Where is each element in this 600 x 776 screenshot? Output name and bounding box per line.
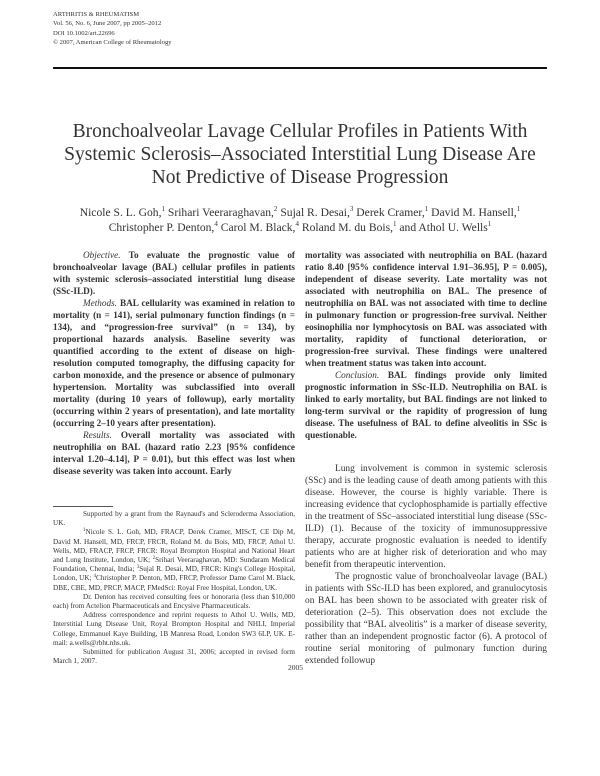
article-title: Bronchoalveolar Lavage Cellular Profiles in Patients With Systemic Sclerosis–Associated Interstitial Lung Disease Are Not Predictive of Disease Progression: [64, 121, 536, 188]
author: Derek Cramer,$^1$: [356, 205, 429, 219]
affiliations-note: $^1$Nicole S. L. Goh, MD, FRACP, Derek Cramer, MIScT, CE Dip M, David M. Hansell, MD, FRCP, FRCR, Roland M. du Bois, MD, FRCP, Athol U. Wells, MD, FRACP, FRCP, FRCR: Royal Brompton Hospital and National Heart and Lung Institute, London, UK; $^2$Srihari Veeraraghavan, MD: Sundaram Medical Foundation, Chennai, India; $^3$Sujal R. Desai, MD, FRCR: King's College Hospital, London, UK; $^4$Christopher P. Denton, MD, FRCP, Professor Dame Carol M. Black, DBE, CBE, MD, PRCP, MACP, FMedSci: Royal Free Hospital, London, UK.: [53, 528, 296, 592]
footnotes: [53, 510, 295, 666]
doi: DOI 10.1002/art.22696: [53, 29, 115, 37]
author: and Athol U. Wells$^1$: [399, 220, 492, 234]
journal-volume: Vol. 56, No. 6, June 2007, pp 2005–2012: [53, 20, 162, 28]
author: Sujal R. Desai,$^3$: [280, 205, 354, 219]
disclosure-note: Dr. Denton has received consulting fees or honoraria (less than $10,000 each) from Actelion Pharmaceuticals and Encysive Pharmaceuticals.: [53, 592, 295, 611]
author: Nicole S. L. Goh,$^1$: [79, 205, 165, 219]
body-text: [305, 463, 547, 667]
funding-note: Supported by a grant from the Raynaud's and Scleroderma Association, UK.: [53, 510, 295, 528]
header-rule: [53, 67, 547, 69]
author: David M. Hansell,$^1$: [431, 205, 521, 219]
abstract-left: [53, 249, 295, 477]
submission-note: Submitted for publication August 31, 2006; accepted in revised form March 1, 2007.: [53, 648, 295, 666]
author: Carol M. Black,$^4$: [220, 220, 299, 234]
correspondence-note: Address correspondence and reprint requests to Athol U. Wells, MD, Interstitial Lung Disease Unit, Royal Brompton Hospital and NHLI, Imperial College, Emmanuel Kaye Building, 1B Manresa Road, London SW3 6LP, UK. E-mail: a.wells@rbht.nhs.uk.: [53, 611, 295, 647]
author-list: [45, 205, 555, 235]
abstract-conclusion: Conclusion. BAL findings provide only limited prognostic information in SSc-ILD. Neutrophilia on BAL is linked to early mortality, but BAL findings are not linked to long-term survival or the rapidity of progression of lung disease. The usefulness of BAL to define alveolitis in SSc is questionable.: [305, 370, 547, 440]
author: Srihari Veeraraghavan,$^2$: [167, 205, 278, 219]
journal-header: [53, 10, 172, 47]
footnote-rule: [53, 506, 113, 507]
abstract-results-continued: mortality was associated with neutrophilia on BAL (hazard ratio 8.40 [95% confidence interval 1.91–36.95], P = 0.005), independent of disease severity. Late mortality was not associated with neutrophilia on BAL. The presence of neutrophilia on BAL was not associated with time to decline in pulmonary function or progression-free survival. Neither eosinophilia nor lymphocytosis on BAL was associated with mortality, rapidity of functional deterioration, or progression-free survival. These findings were unaltered when treatment status was taken into account.: [305, 250, 547, 368]
copyright: © 2007, American College of Rheumatology: [53, 38, 172, 46]
body-paragraph: The prognostic value of bronchoalveolar lavage (BAL) in patients with SSc-ILD has been explored, and granulocytosis on BAL has been shown to be associated with greater risk of deterioration (2–5). This observation does not exclude the possibility that “BAL alveolitis” is a marker of disease severity, rather than an independent prognostic factor (6). A protocol of routine serial monitoring of pulmonary function during extended followup: [305, 572, 547, 666]
abstract-methods: Methods. BAL cellularity was examined in relation to mortality (n = 141), serial pulmonary function findings (n = 134), and “progression-free survival” (n = 134), by proportional hazards analysis. Baseline severity was quantified according to the extent of disease on high-resolution computed tomography, the diffusing capacity for carbon monoxide, and the presence or absence of pulmonary hypertension. Mortality was subclassified into overall mortality (during 10 years of followup), early mortality (occurring within 2 years of presentation), and late mortality (occurring 2–10 years after presentation).: [53, 298, 295, 428]
author: Roland M. du Bois,$^1$: [301, 220, 397, 234]
abstract-objective: Objective. To evaluate the prognostic value of bronchoalveolar lavage (BAL) cellular profiles in patients with systemic sclerosis–associated interstitial lung disease (SSc-ILD).: [53, 250, 295, 296]
body-paragraph: Lung involvement is common in systemic sclerosis (SSc) and is the leading cause of death among patients with this disease. However, the course is highly variable. There is increasing evidence that cyclophosphamide is partially effective in the treatment of SSc–associated interstitial lung disease (SSc-ILD) (1). Because of the toxicity of immunosuppressive therapy, accurate prognostic evaluation is needed to identify patients who are at higher risk of deterioration and who may benefit from therapeutic intervention.: [305, 464, 547, 570]
author: Christopher P. Denton,$^4$: [108, 220, 218, 234]
abstract-results: Results. Overall mortality was associated with neutrophilia on BAL (hazard ratio 2.23 [95% confidence interval 1.20–4.14], P = 0.01), but this effect was lost when disease severity was taken into account. Early: [53, 430, 295, 476]
page-number: 2005: [288, 663, 303, 672]
journal-name: ARTHRITIS & RHEUMATISM: [53, 11, 140, 18]
abstract-right: [305, 249, 547, 441]
